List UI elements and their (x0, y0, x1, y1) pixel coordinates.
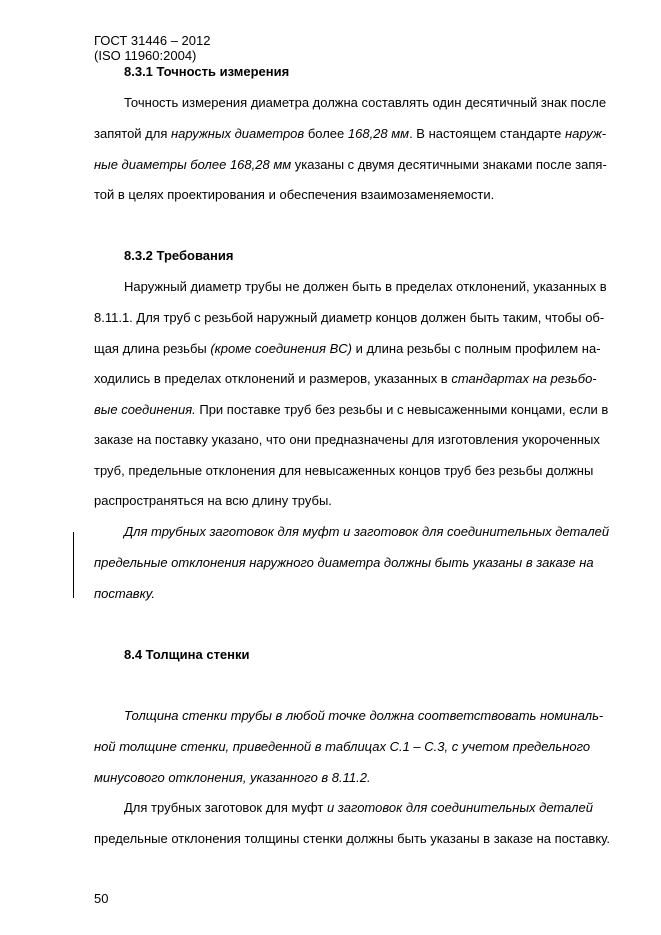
text-run-italic: 168,28 мм (347, 126, 410, 141)
text-run-italic: (кроме соединения BC) (210, 341, 352, 356)
paragraph-line-italic: Для трубных заготовок для муфт и заготовок для соединительных деталей (124, 524, 610, 539)
change-bar (73, 532, 74, 598)
paragraph-line: Наружный диаметр трубы не должен быть в пределах отклонений, указанных в (124, 279, 607, 294)
text-run-italic: и заготовок для соединительных деталей (326, 800, 593, 815)
paragraph-line (94, 126, 606, 141)
paragraph-line (94, 341, 601, 356)
paragraph-line: заказе на поставку указано, что они предназначены для изготовления укороченных (94, 432, 600, 447)
text-run-italic: стандартах на резьбо- (451, 371, 597, 386)
text-run: . В настоящем стандарте (409, 126, 566, 141)
paragraph-line-italic: поставку. (94, 586, 155, 601)
paragraph-line (94, 402, 608, 417)
paragraph-line-italic: Толщина стенки трубы в любой точке должна соответствовать номиналь- (124, 708, 604, 723)
text-run: щая длина резьбы (94, 341, 211, 356)
text-run: ходились в пределах отклонений и размеров, указанных в (94, 371, 452, 386)
paragraph-line: Точность измерения диаметра должна составлять один десятичный знак после (124, 95, 607, 110)
paragraph-line: предельные отклонения толщины стенки должны быть указаны в заказе на поставку. (94, 831, 610, 846)
paragraph-line (94, 371, 597, 386)
text-run: более (304, 126, 348, 141)
paragraph-line-italic: ной толщине стенки, приведенной в таблицах С.1 – С.3, с учетом предельного (94, 739, 591, 754)
section-8-3-2-heading: 8.3.2 Требования (124, 248, 234, 263)
text-run: Для трубных заготовок для муфт (124, 800, 327, 815)
text-run: указаны с двумя десятичными знаками после запя- (291, 157, 607, 172)
text-run: запятой для (94, 126, 172, 141)
paragraph-line: той в целях проектирования и обеспечения взаимозаменяемости. (94, 187, 495, 202)
text-run-italic: наружных диаметров (171, 126, 305, 141)
paragraph-line: распространяться на всю длину трубы. (94, 493, 332, 508)
text-run-italic: ные диаметры более 168,28 мм (94, 157, 292, 172)
page-number: 50 (94, 891, 109, 906)
section-8-4-heading: 8.4 Толщина стенки (124, 647, 250, 662)
paragraph-line (124, 800, 593, 815)
standard-header-line2: (ISO 11960:2004) (94, 48, 197, 63)
paragraph-line: труб, предельные отклонения для невысаженных концов труб без резьбы должны (94, 463, 594, 478)
section-8-3-1-heading: 8.3.1 Точность измерения (124, 64, 290, 79)
paragraph-line-italic: минусового отклонения, указанного в 8.11.2. (94, 770, 371, 785)
text-run: При поставке труб без резьбы и с невысаженными концами, если в (195, 402, 609, 417)
text-run: и длина резьбы с полным профилем на- (351, 341, 601, 356)
paragraph-line: 8.11.1. Для труб с резьбой наружный диаметр концов должен быть таким, чтобы об- (94, 310, 605, 325)
paragraph-line (94, 157, 607, 172)
paragraph-line-italic: предельные отклонения наружного диаметра должны быть указаны в заказе на (94, 555, 594, 570)
text-run-italic: вые соединения. (94, 402, 196, 417)
text-run-italic: наруж- (565, 126, 607, 141)
standard-header-line1: ГОСТ 31446 – 2012 (94, 33, 211, 48)
